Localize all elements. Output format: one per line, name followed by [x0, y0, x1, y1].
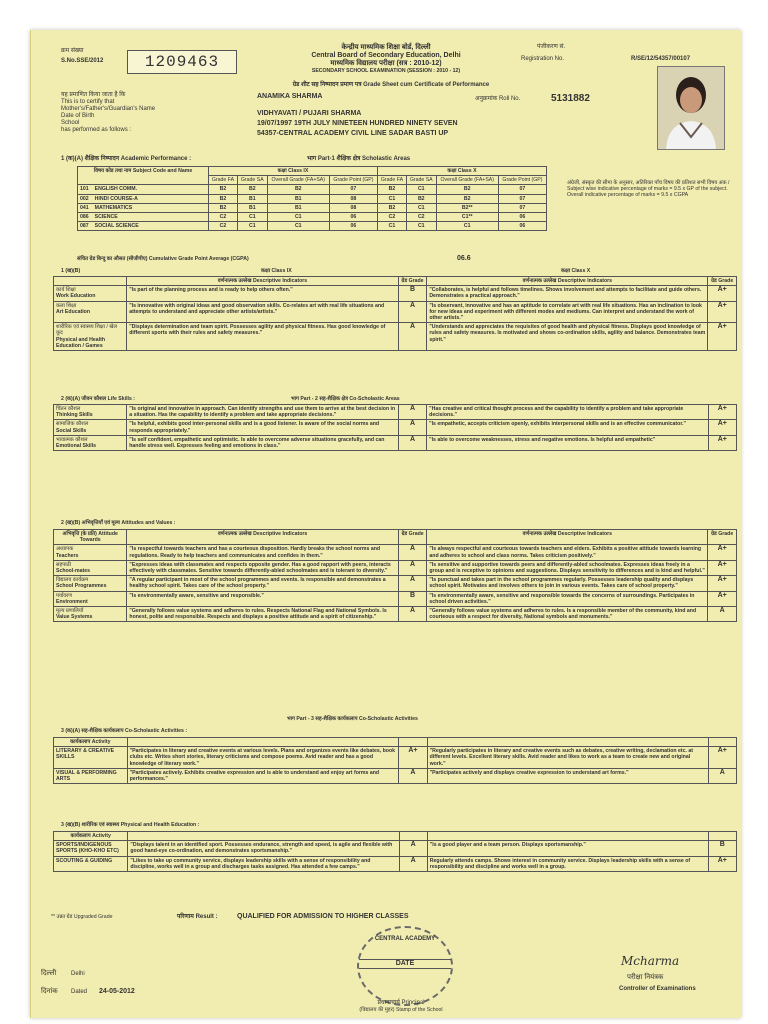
- subject-name: HINDI COURSE-A: [94, 195, 138, 202]
- class-ix-grade: A: [398, 560, 427, 575]
- grade-cell: C1: [406, 185, 436, 194]
- subject-name: SCIENCE: [94, 214, 118, 221]
- dob-label: Date of Birth: [61, 113, 95, 119]
- reg-number: R/SE/12/54357/00107: [631, 56, 691, 62]
- class-ix-grade: A: [398, 323, 427, 351]
- section-1b: 1 (ख)(B): [61, 268, 81, 274]
- class-x-indicator: Regularly attends camps. Shows interest in community service. Displays leadership skills with a sense of responsibility and discipline and works well in a group.: [427, 856, 708, 871]
- grade-cell: B2: [406, 194, 436, 203]
- subject-cell: [78, 213, 209, 222]
- row-label-hindi: विद्यालय कार्यक्रम: [56, 577, 89, 584]
- class-x-grade: A+: [708, 856, 736, 871]
- class-ix-indicator: "Is self confident, empathetic and optimistic. Is able to overcome adverse situations gracefully, and can handle stress well. Expresses feeling and emotions in class.": [127, 435, 399, 450]
- sub-header: Grade FA: [209, 176, 238, 185]
- class-x-grade: A+: [708, 323, 737, 351]
- row-label: [54, 768, 128, 783]
- grade-cell: B2: [377, 203, 406, 212]
- grade-header: ग्रेड Grade: [708, 277, 737, 286]
- row-label-hindi: चिंतन कौशल: [56, 406, 81, 412]
- activity-col-header: कार्यकलाप Activity: [54, 738, 128, 747]
- row-label-english: Environment: [56, 598, 88, 605]
- part1-title: भाग Part-1 शैक्षिक क्षेत्र Scholastic Areas: [307, 156, 411, 162]
- reg-label: Registration No.: [521, 56, 565, 62]
- descriptive-row: [54, 591, 737, 606]
- performed-label: has performed as follows :: [61, 127, 132, 133]
- subject-cell: [78, 222, 209, 231]
- row-label: [54, 323, 127, 351]
- certificate-title: ग्रेड शीट सह निष्पादन प्रमाण पत्र Grade Sheet cum Certificate of Performance: [292, 82, 490, 88]
- class-ix-label: कक्षा Class IX: [261, 268, 292, 274]
- grade-cell: B2**: [436, 203, 498, 212]
- grade-cell: B1: [267, 194, 329, 203]
- row-label-hindi: पर्यावरण: [56, 592, 73, 599]
- sub-header: Grade SA: [237, 176, 267, 185]
- grade-cell: 07: [498, 194, 546, 203]
- grade-cell: 06: [498, 222, 546, 231]
- descriptive-row: [54, 856, 737, 871]
- class-ix-indicator: "Participates actively. Exhibits creative expression and is able to understand and enjoy art forms and performances.": [127, 768, 399, 783]
- physical-rows: [54, 841, 737, 872]
- place: Delhi: [71, 971, 85, 977]
- grade-cell: C2: [209, 222, 238, 231]
- subject-code: 002: [80, 195, 89, 202]
- class-x-indicator: "Is sensitive and supportive towards peers and differently-abled schoolmates. Expresses ideas freely in a group and is receptive to opinions and suggestions. Displays sensitivity to differences and is kind and helpful.": [427, 560, 708, 575]
- class-x-grade: A+: [708, 545, 737, 560]
- grade-cell: B1: [237, 203, 267, 212]
- subject-code: 101: [80, 186, 89, 193]
- class-x-grade: A+: [708, 405, 736, 420]
- row-label-hindi: कार्य शिक्षा: [56, 287, 76, 294]
- parents-label: Mother's/Father's/Guardian's Name: [61, 106, 156, 112]
- row-label-hindi: कला शिक्षा: [56, 302, 77, 309]
- class-x-header: कक्षा Class X: [377, 167, 546, 176]
- descriptive-row: [54, 545, 737, 560]
- subject-cell: [78, 185, 209, 194]
- descriptive-row: [54, 301, 737, 323]
- row-label-english: SPORTS/INDIGENOUS SPORTS (KHO-KHO ETC): [56, 842, 119, 855]
- controller-hindi: परीक्षा नियंत्रक: [627, 974, 664, 981]
- class-x-indicator: "Generally follows value systems and adheres to rules. Is a responsible member of the community, kind and courteous with a respect for diversity, National symbols and monuments.": [427, 607, 708, 622]
- sub-header: Overall Grade (FA+SA): [436, 176, 498, 185]
- place-hindi: दिल्ली: [41, 970, 57, 977]
- school-seal: [357, 926, 453, 1006]
- row-label: [54, 856, 128, 871]
- grade-cell: B2: [436, 194, 498, 203]
- row-label-english: LITERARY & CREATIVE SKILLS: [56, 748, 115, 761]
- grade-cell: B2: [237, 185, 267, 194]
- activities-section: 3 (क)(A) सह-शैक्षिक कार्यकलाप Co-Scholastic Activities :: [61, 728, 188, 734]
- part2-title: भाग Part - 2 सह-शैक्षिक क्षेत्र Co-Scholastic Areas: [291, 396, 400, 402]
- class-x-indicator: "Is able to overcome weaknesses, stress and negative emotions. Is helpful and empathetic": [427, 435, 708, 450]
- row-label-english: VISUAL & PERFORMING ARTS: [56, 769, 117, 783]
- student-name: ANAMIKA SHARMA: [257, 93, 323, 100]
- class-x-grade: A+: [708, 301, 737, 323]
- issue-date: 24-05-2012: [99, 988, 135, 995]
- descriptive-header: वर्णनात्मक उल्लेख Descriptive Indicators: [427, 530, 708, 545]
- row-label-english: Physical and Health Education / Games: [56, 336, 106, 349]
- descriptive-header: वर्णनात्मक उल्लेख Descriptive Indicators: [427, 277, 708, 286]
- controller-label: Controller of Examinations: [619, 986, 696, 992]
- certify-label: This is to certify that: [61, 99, 115, 105]
- row-label-english: Work Education: [56, 293, 96, 300]
- row-label-hindi: मूल्य प्रणालियाँ: [56, 608, 84, 615]
- class-ix-grade: B: [398, 286, 427, 301]
- class-x-label: कक्षा Class X: [561, 268, 591, 274]
- grade-cell: B2: [436, 185, 498, 194]
- grade-cell: C1: [377, 222, 406, 231]
- activities-table: [53, 737, 737, 784]
- exam-name: SECONDARY SCHOOL EXAMINATION (SESSION : 2010 - 12): [311, 68, 461, 74]
- descriptive-row: [54, 405, 737, 420]
- descriptive-row: [54, 576, 737, 591]
- class-ix-indicator: "Is original and innovative in approach. Can identify strengths and use them to arrive at the best decision in a situation. Has the capability to identify a problem and take appropriate decisions.": [127, 405, 399, 420]
- grade-cell: C1: [406, 203, 436, 212]
- seal-school: CENTRAL ACADEMY: [374, 936, 436, 942]
- class-x-grade: A+: [708, 286, 737, 301]
- result-label: परिणाम Result :: [177, 914, 218, 920]
- subject-row: [78, 203, 547, 212]
- descriptive-header: वर्णनात्मक उल्लेख Descriptive Indicators: [127, 530, 398, 545]
- grade-header: ग्रेड Grade: [398, 530, 427, 545]
- row-label-english: SCOUTING & GUIDING: [56, 857, 113, 864]
- class-ix-indicator: "Is innovative with original ideas and good observation skills. Co-relates art with real life situations and attempts to understand and appreciate other artists/artists.": [127, 301, 398, 323]
- row-label-hindi: भावात्मक कौशल: [56, 436, 88, 443]
- class-ix-indicator: "A regular participant in most of the school programmes and events. Is responsible and demonstrates a healthy school spirit. Takes care of the school property.": [127, 576, 398, 591]
- class-x-grade: A+: [708, 435, 736, 450]
- row-label: [54, 435, 127, 450]
- grade-cell: 06: [329, 213, 377, 222]
- row-label: [54, 560, 127, 575]
- class-ix-indicator: "Expresses ideas with classmates and respects opposite gender. Has a good rapport with peers, interacts effectively with classmates. Sensitive towards differently-abled schoolmates and is tolerant to diversity.": [127, 560, 398, 575]
- class-x-indicator: "Is a good player and a team person. Displays sportsmanship.": [427, 841, 708, 856]
- coscholastic-rows: [54, 286, 737, 351]
- cgpa-label: संचित ग्रेड बिन्दु का औसत (सीजीपीए) Cumulative Grade Point Average (CGPA): [77, 256, 249, 262]
- class-x-indicator: "Is environmentally aware, sensitive and responsible towards the concerns of surroundings. Participates in school driven activities.": [427, 591, 708, 606]
- row-label: [54, 405, 127, 420]
- attitude-rows: [54, 545, 737, 622]
- grade-cell: B2: [377, 185, 406, 194]
- row-label: [54, 747, 128, 769]
- class-ix-grade: A: [399, 768, 427, 783]
- sub-header: Grade FA: [377, 176, 406, 185]
- row-label-english: Thinking Skills: [56, 412, 93, 419]
- serial-label-hindi: क्रम संख्या: [61, 48, 84, 54]
- life-skills-table: [53, 404, 737, 451]
- class-ix-indicator: "Is environmentally aware, sensitive and responsible.": [127, 591, 398, 606]
- grade-cell: C2: [377, 213, 406, 222]
- attitudes-section: 2 (ख)(B) अभिवृत्तियाँ एवं मूल्य Attitudes and Values :: [61, 520, 176, 526]
- serial-number: 1209463: [127, 50, 237, 74]
- class-ix-grade: A: [398, 545, 427, 560]
- class-ix-grade: A: [398, 301, 427, 323]
- board-hindi: केन्द्रीय माध्यमिक शिक्षा बोर्ड, दिल्ली: [341, 44, 431, 51]
- life-skills-rows: [54, 405, 737, 451]
- reg-label-hindi: पंजीकरण सं.: [537, 44, 566, 50]
- grade-cell: C1: [267, 213, 329, 222]
- subject-row: [78, 213, 547, 222]
- subject-rows: [78, 185, 547, 231]
- grade-cell: 08: [329, 203, 377, 212]
- descriptive-row: [54, 560, 737, 575]
- descriptive-row: [54, 420, 737, 435]
- row-label: [54, 545, 127, 560]
- row-label-english: Art Education: [56, 308, 91, 315]
- date-of-birth: 19/07/1997 19TH JULY NINETEEN HUNDRED NINETY SEVEN: [257, 120, 458, 127]
- academic-section-label: 1 (क)(A) शैक्षिक निष्पादन Academic Performance :: [61, 156, 192, 162]
- class-x-grade: A: [708, 768, 736, 783]
- board-name: Central Board of Secondary Education, Delhi: [311, 52, 461, 59]
- sub-header: Grade Point (GP): [498, 176, 546, 185]
- sub-header: Grade SA: [406, 176, 436, 185]
- controller-signature: Mcharma: [621, 954, 680, 968]
- attitude-col-header: अभिवृत्ति (के प्रति) Attitude Towards: [54, 530, 127, 545]
- grade-cell: 07: [498, 185, 546, 194]
- subject-row: [78, 185, 547, 194]
- grade-cell: C1**: [436, 213, 498, 222]
- physical-table: [53, 831, 737, 872]
- grade-cell: B2: [267, 185, 329, 194]
- upgraded-note: ** उन्नत ग्रेड Upgraded Grade: [51, 914, 113, 920]
- exam-hindi: माध्यमिक विद्यालय परीक्षा (सत्र : 2010-12): [330, 60, 442, 67]
- row-label: [54, 286, 127, 301]
- principal-sub: (विद्यालय की मुहर) Stamp of the School: [359, 1007, 443, 1013]
- class-x-indicator: "Understands and appreciates the requisites of good health and physical fitness. Displays good knowledge of rules and safety measures. Is motivated and shows co-ordination skills, agility and balance. Demonstrates team spirit.": [427, 323, 708, 351]
- grade-cell: B2: [209, 185, 238, 194]
- grade-cell: C1: [267, 222, 329, 231]
- class-ix-indicator: "Displays talent in an identified sport. Possesses endurance, strength and speed, is agile and flexible with good hand-eye co-ordination, and demonstrates sportsmanship.": [128, 841, 399, 856]
- coscholastic-1b-table: [53, 276, 737, 351]
- subject-name: MATHEMATICS: [94, 204, 133, 211]
- class-ix-grade: A: [398, 607, 427, 622]
- grade-cell: 07: [329, 185, 377, 194]
- row-label: [54, 576, 127, 591]
- attitudes-table: [53, 529, 737, 622]
- parents-name: VIDHYAVATI / PUJARI SHARMA: [257, 110, 362, 117]
- descriptive-header: वर्णनात्मक उल्लेख Descriptive Indicators: [127, 277, 398, 286]
- class-x-indicator: "Participates actively and displays creative expression to understand art forms.": [427, 768, 708, 783]
- seal-date: DATE: [359, 959, 451, 969]
- dated-label: Dated: [71, 989, 88, 995]
- grade-cell: C1: [237, 222, 267, 231]
- row-label: [54, 591, 127, 606]
- row-label: [54, 301, 127, 323]
- descriptive-row: [54, 747, 737, 769]
- descriptive-row: [54, 768, 737, 783]
- subject-row: [78, 194, 547, 203]
- class-ix-grade: A: [399, 856, 427, 871]
- row-label-hindi: सामाजिक कौशल: [56, 421, 89, 428]
- physical-section: 3 (ख)(B) शारीरिक एवं स्वास्थ्य Physical and Health Education :: [61, 822, 200, 828]
- class-ix-header: कक्षा Class IX: [209, 167, 378, 176]
- row-label-english: Social Skills: [56, 427, 87, 434]
- grade-header: ग्रेड Grade: [398, 277, 427, 286]
- grade-cell: C1: [377, 194, 406, 203]
- row-label-english: Value Systems: [56, 614, 93, 621]
- grade-cell: C1: [237, 213, 267, 222]
- subject-code: 041: [80, 204, 89, 211]
- class-ix-indicator: "Likes to take up community service, displays leadership skills with a sense of responsibility and discipline, works well in a group and discharges tasks assigned. Has attended a few camps.": [128, 856, 399, 871]
- result-value: QUALIFIED FOR ADMISSION TO HIGHER CLASSES: [237, 913, 409, 920]
- class-ix-grade: A+: [399, 747, 427, 769]
- row-label-hindi: शारीरिक एवं स्वास्थ्य शिक्षा / खेल कूद: [56, 324, 118, 337]
- grade-cell: C1: [406, 222, 436, 231]
- class-x-indicator: "Is always respectful and courteous towards teachers and elders. Exhibits a positive attitude towards learning and adheres to school and class norms. Takes criticism positively.": [427, 545, 708, 560]
- school-name: 54357-CENTRAL ACADEMY CIVIL LINE SADAR BASTI UP: [257, 130, 449, 137]
- class-ix-indicator: "Is part of the planning process and is ready to help others often.": [127, 286, 398, 301]
- class-x-grade: B: [708, 841, 736, 856]
- class-ix-indicator: "Displays determination and team spirit. Possesses agility and physical fitness. Has good knowledge of different sports with their rules and safety measures.": [127, 323, 398, 351]
- grade-sheet: [30, 30, 741, 1018]
- grade-cell: 06: [498, 213, 546, 222]
- class-x-grade: A+: [708, 576, 737, 591]
- descriptive-row: [54, 323, 737, 351]
- sub-header: Overall Grade (FA+SA): [267, 176, 329, 185]
- class-ix-grade: A: [398, 435, 426, 450]
- dated-hindi: दिनांक: [41, 988, 58, 995]
- class-ix-indicator: "Is helpful, exhibits good inter-personal skills and is a good listener. Is aware of the social norms and responds appropriately.": [127, 420, 399, 435]
- grade-cell: 06: [329, 222, 377, 231]
- class-x-indicator: "Collaborates, is helpful and follows timelines. Shows involvement and attempts to facilitate and guide others. Demonstrates a practical approach.": [427, 286, 708, 301]
- class-x-grade: A+: [708, 591, 737, 606]
- row-label-hindi: अध्यापक: [56, 546, 74, 553]
- class-ix-grade: B: [398, 591, 427, 606]
- class-ix-grade: A: [398, 405, 426, 420]
- grade-cell: C1: [436, 222, 498, 231]
- row-label-english: Teachers: [56, 552, 79, 559]
- activity-rows: [54, 747, 737, 784]
- grade-cell: B1: [267, 203, 329, 212]
- part3-title: भाग Part - 3 सह-शैक्षिक कार्यकलाप Co-Scholastic Activities: [287, 716, 418, 722]
- class-ix-grade: A: [398, 576, 427, 591]
- subject-name: ENGLISH COMM.: [94, 186, 138, 193]
- subject-cell: [78, 194, 209, 203]
- class-x-grade: A: [708, 607, 737, 622]
- grade-cell: 07: [498, 203, 546, 212]
- descriptive-row: [54, 286, 737, 301]
- row-label-english: School-mates: [56, 568, 91, 575]
- certify-hindi: यह प्रमाणित किया जाता है कि: [61, 92, 126, 98]
- student-labels: [61, 92, 271, 134]
- roll-number: 5131882: [551, 93, 590, 104]
- subject-code: 086: [80, 214, 89, 221]
- grade-cell: 08: [329, 194, 377, 203]
- class-x-indicator: "Is empathetic, accepts criticism openly, exhibits interpersonal skills and is an effective communicator.": [427, 420, 708, 435]
- descriptive-row: [54, 841, 737, 856]
- scholastic-table: [77, 166, 547, 231]
- class-x-indicator: "Is observant, innovative and has an aptitude to correlate art with real life situations. Has an inclination to look for new ideas and experiment with different modes and mediums. Can interpret and understand the work of other artists.": [427, 301, 708, 323]
- serial-label: S.No.SSE/2012: [61, 58, 104, 64]
- row-label: [54, 607, 127, 622]
- subject-cell: [78, 203, 209, 212]
- row-label: [54, 420, 127, 435]
- subject-code: 087: [80, 223, 89, 230]
- row-label-english: Emotional Skills: [56, 443, 97, 450]
- cgpa-value: 06.6: [457, 255, 471, 262]
- class-x-grade: A+: [708, 747, 736, 769]
- grade-cell: B2: [209, 203, 238, 212]
- class-ix-indicator: "Is respectful towards teachers and has a courteous disposition. Hardly breaks the school norms and regulations. Ready to help teachers and communicates and confides in them.": [127, 545, 398, 560]
- class-ix-grade: A: [398, 420, 426, 435]
- class-x-grade: A+: [708, 420, 736, 435]
- class-x-indicator: "Is punctual and takes part in the school programmes regularly. Possesses leadership quality and displays school spirit. Motivates and involves others to join in various events. Takes care of school property.": [427, 576, 708, 591]
- percentage-note: अंग्रेजी, संस्कृत की सीमा के अनुसार, अतिरिक्त पाँच विषय की प्रतिशत सभी विषय अंक / Subject wise indicative percentage of marks = 9.5 x GP of the subject. Overall indicative percentage of marks = 9.5 x CGPA: [567, 180, 730, 199]
- subject-name: SOCIAL SCIENCE: [94, 223, 139, 230]
- principal-label: प्रधानाचार्य Principal: [377, 1000, 425, 1006]
- descriptive-row: [54, 607, 737, 622]
- student-photo: [657, 66, 725, 150]
- grade-cell: B1: [237, 194, 267, 203]
- row-label-hindi: सहपाठी: [56, 561, 71, 568]
- sub-header: Grade Point (GP): [329, 176, 377, 185]
- descriptive-row: [54, 435, 737, 450]
- subject-row: [78, 222, 547, 231]
- class-ix-grade: A: [399, 841, 427, 856]
- class-x-grade: A+: [708, 560, 737, 575]
- row-label: [54, 841, 128, 856]
- activity-col-header: कार्यकलाप Activity: [54, 832, 128, 841]
- roll-label: अनुक्रमांक Roll No.: [475, 96, 521, 102]
- class-ix-indicator: "Generally follows value systems and adheres to rules. Respects National Flag and National Symbols. Is honest, polite and responsible. Respects and displays a positive attitude and a spirit of citizenship.": [127, 607, 398, 622]
- grade-header: ग्रेड Grade: [708, 530, 737, 545]
- row-label-english: School Programmes: [56, 583, 107, 590]
- life-skills-section: 2 (क)(A) जीवन कौशल Life Skills :: [61, 396, 136, 402]
- grade-cell: B2: [209, 194, 238, 203]
- board-header: [271, 44, 501, 74]
- class-ix-indicator: "Participates in literary and creative events at various levels. Plans and organizes events like debates, book clubs etc. Writes short stories, literary criticisms and compose poems. Avid reader and has a good knowledge of literary work.": [127, 747, 399, 769]
- class-x-indicator: "Regularly participates in literary and creative events such as debates, creative writing, declamation etc. at different levels. Excellent literary skills. Avid reader and likes to work as a team to create new and original work.": [427, 747, 708, 769]
- grade-cell: C2: [209, 213, 238, 222]
- subject-header: विषय कोड तथा नाम Subject Code and Name: [78, 167, 209, 185]
- class-x-indicator: "Has creative and critical thought process and the capability to identify a problem and take appropriate decisions.": [427, 405, 708, 420]
- school-label: School: [61, 120, 80, 126]
- grade-cell: C2: [406, 213, 436, 222]
